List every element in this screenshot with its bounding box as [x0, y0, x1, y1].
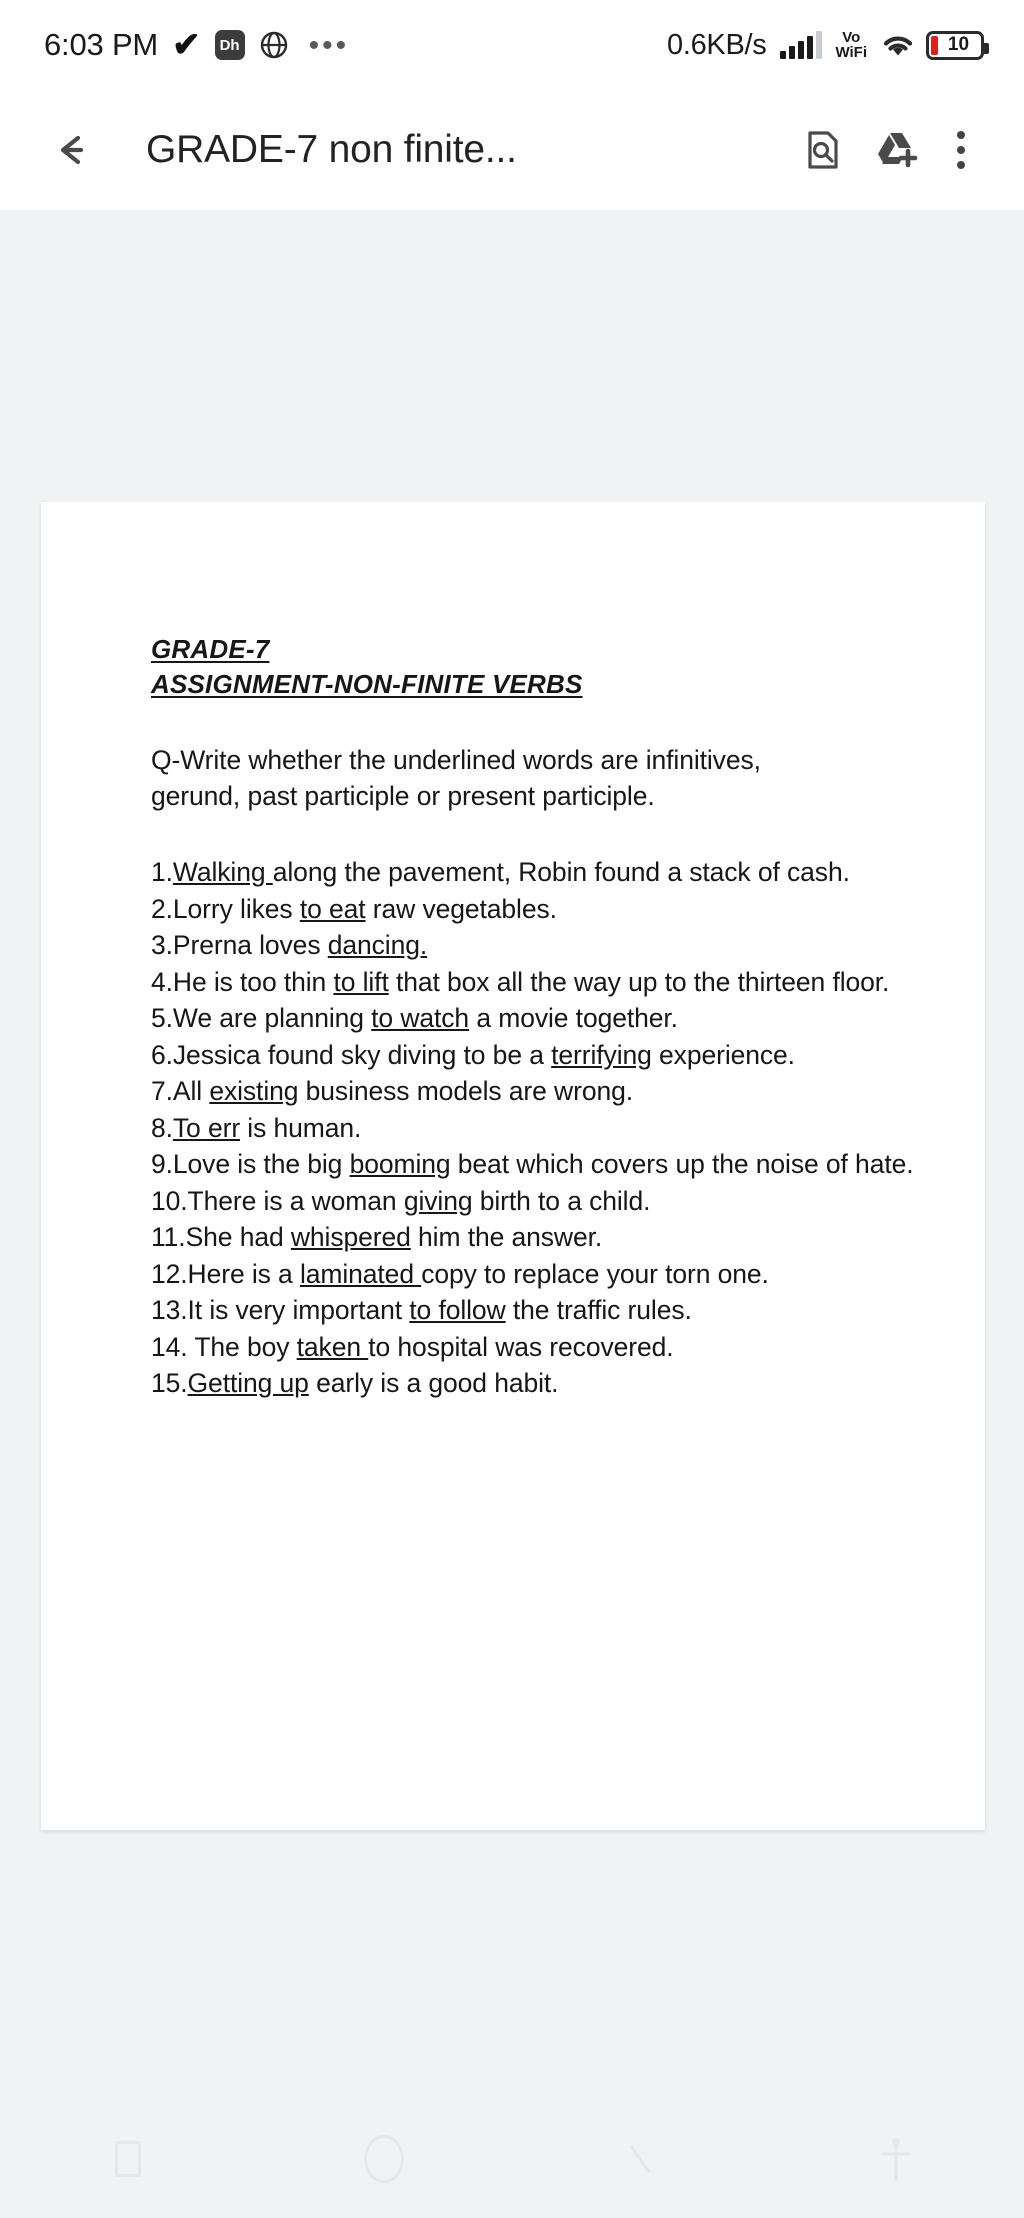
question-text-after: the traffic rules.	[505, 1295, 692, 1325]
question-item	[151, 1329, 915, 1366]
question-text-before: Lorry likes	[172, 893, 300, 924]
question-item	[151, 1110, 915, 1147]
question-text-after: copy to replace your torn one.	[421, 1258, 769, 1289]
underlined-word: dancing.	[327, 930, 428, 960]
question-number: 7.	[151, 1076, 173, 1106]
page-title: GRADE-7 non finite...	[146, 128, 517, 171]
question-text-after: that box all the way up to the thirteen floor.	[388, 966, 890, 997]
question-item	[151, 1219, 915, 1256]
question-item	[151, 854, 915, 891]
question-number: 9.	[151, 1149, 173, 1179]
underlined-word: taken	[296, 1331, 369, 1362]
question-text-before: It is very important	[187, 1295, 410, 1325]
question-line-1: Q-Write whether the underlined words are infinitives,	[151, 745, 761, 775]
status-bar-left	[44, 27, 349, 63]
underlined-word: To err	[172, 1112, 241, 1143]
question-text-before: She had	[185, 1222, 291, 1252]
overflow-dot-2	[957, 146, 965, 154]
underlined-word: giving	[403, 1185, 473, 1216]
question-text-after: beat which covers up the noise of hate.	[450, 1149, 914, 1179]
overflow-menu-button[interactable]	[934, 113, 988, 187]
wifi-icon	[880, 31, 916, 59]
question-item	[151, 1146, 915, 1183]
question-item	[151, 1292, 915, 1329]
question-number: 12.	[151, 1258, 188, 1289]
question-text-before: All	[172, 1076, 210, 1106]
overflow-dot-3	[957, 161, 965, 169]
question-number: 14.	[151, 1331, 195, 1362]
doc-question-list	[151, 854, 915, 1402]
signal-bars-icon	[780, 31, 822, 59]
question-text-after: experience.	[651, 1039, 795, 1070]
back-button[interactable]	[40, 118, 104, 182]
question-text-before: Prerna loves	[172, 930, 328, 960]
document-body	[41, 502, 985, 1402]
accessibility-button[interactable]	[768, 2135, 1024, 2183]
underlined-word: existing	[209, 1076, 299, 1106]
question-number: 10.	[151, 1185, 188, 1216]
battery-level-label: 10	[947, 34, 970, 55]
question-number: 2.	[151, 893, 173, 924]
document-viewer[interactable]	[0, 210, 1024, 2218]
status-bar-right	[667, 29, 984, 62]
overflow-dot-1	[957, 131, 965, 139]
question-text-before: Here is a	[187, 1258, 300, 1289]
question-number: 15.	[151, 1368, 188, 1398]
question-text-after: him the answer.	[410, 1222, 603, 1252]
question-text-before: Jessica found sky diving to be a	[172, 1039, 552, 1070]
nav-back-button[interactable]	[512, 2138, 768, 2180]
question-text-after: is human.	[240, 1112, 362, 1143]
home-icon	[364, 2135, 404, 2183]
question-text-before: We are planning	[172, 1003, 372, 1033]
question-item	[151, 1073, 915, 1110]
underlined-word: Getting up	[187, 1368, 309, 1398]
question-item	[151, 1365, 915, 1402]
question-line-2: gerund, past participle or present participle.	[151, 781, 655, 811]
question-item	[151, 1000, 915, 1037]
recents-icon	[115, 2141, 141, 2177]
status-bar	[0, 0, 1024, 90]
nav-back-icon	[625, 2138, 655, 2180]
underlined-word: terrifying	[551, 1039, 652, 1070]
nav-home-button[interactable]	[256, 2135, 512, 2183]
network-speed-label: 0.6KB/s	[667, 28, 767, 61]
question-item	[151, 1037, 915, 1074]
doc-question-prompt	[151, 742, 915, 814]
back-arrow-icon	[50, 128, 94, 172]
underlined-word: whispered	[290, 1222, 411, 1252]
accessibility-icon	[878, 2135, 914, 2183]
question-number: 4.	[151, 966, 173, 997]
question-text-after: business models are wrong.	[298, 1076, 633, 1106]
more-notifications-icon: •••	[308, 28, 350, 62]
nav-recents-button[interactable]	[0, 2141, 256, 2177]
app-bar	[0, 90, 1024, 210]
doc-heading-grade: GRADE-7	[151, 634, 270, 664]
question-text-after: birth to a child.	[472, 1185, 651, 1216]
document-search-icon	[801, 128, 845, 172]
question-number: 5.	[151, 1003, 173, 1033]
question-text-before: The boy	[194, 1331, 297, 1362]
underlined-word: Walking	[172, 857, 273, 887]
checkmark-icon: ✔	[172, 26, 201, 64]
app-notification-badge-icon	[215, 30, 245, 60]
underlined-word: to eat	[299, 893, 366, 924]
volte-wifi-icon	[835, 30, 867, 60]
question-item	[151, 1256, 915, 1293]
question-item	[151, 891, 915, 928]
question-number: 3.	[151, 930, 173, 960]
question-number: 6.	[151, 1039, 173, 1070]
question-number: 1.	[151, 857, 173, 887]
question-text-after: to hospital was recovered.	[368, 1331, 674, 1362]
question-text-after: early is a good habit.	[308, 1368, 559, 1398]
question-item	[151, 1183, 915, 1220]
document-page	[41, 502, 985, 1830]
search-document-button[interactable]	[786, 113, 860, 187]
underlined-word: to watch	[371, 1003, 470, 1033]
battery-icon	[926, 31, 984, 60]
question-text-after: raw vegetables.	[365, 893, 557, 924]
drive-add-icon	[873, 128, 921, 172]
question-text-before: There is a woman	[187, 1185, 404, 1216]
question-number: 11.	[151, 1222, 186, 1252]
underlined-word: to lift	[333, 966, 389, 997]
question-text-before: He is too thin	[172, 966, 334, 997]
volte-line-1: Vo	[842, 29, 861, 46]
question-item	[151, 927, 915, 964]
question-item	[151, 964, 915, 1001]
question-text-after: a movie together.	[469, 1003, 678, 1033]
status-time: 6:03 PM	[44, 27, 159, 62]
doc-heading-assignment: ASSIGNMENT-NON-FINITE VERBS	[151, 669, 583, 699]
underlined-word: to follow	[409, 1295, 506, 1325]
underlined-word: booming	[349, 1149, 451, 1179]
globe-icon	[259, 30, 289, 60]
underlined-word: laminated	[299, 1258, 422, 1289]
app-badge-label: Dh	[219, 36, 240, 54]
question-number: 13.	[151, 1295, 188, 1325]
volte-line-2: WiFi	[835, 44, 867, 61]
question-text-after: along the pavement, Robin found a stack of cash.	[272, 857, 850, 887]
question-number: 8.	[151, 1112, 173, 1143]
system-navigation-bar	[0, 2100, 1024, 2218]
save-to-drive-button[interactable]	[860, 113, 934, 187]
question-text-before: Love is the big	[172, 1149, 350, 1179]
